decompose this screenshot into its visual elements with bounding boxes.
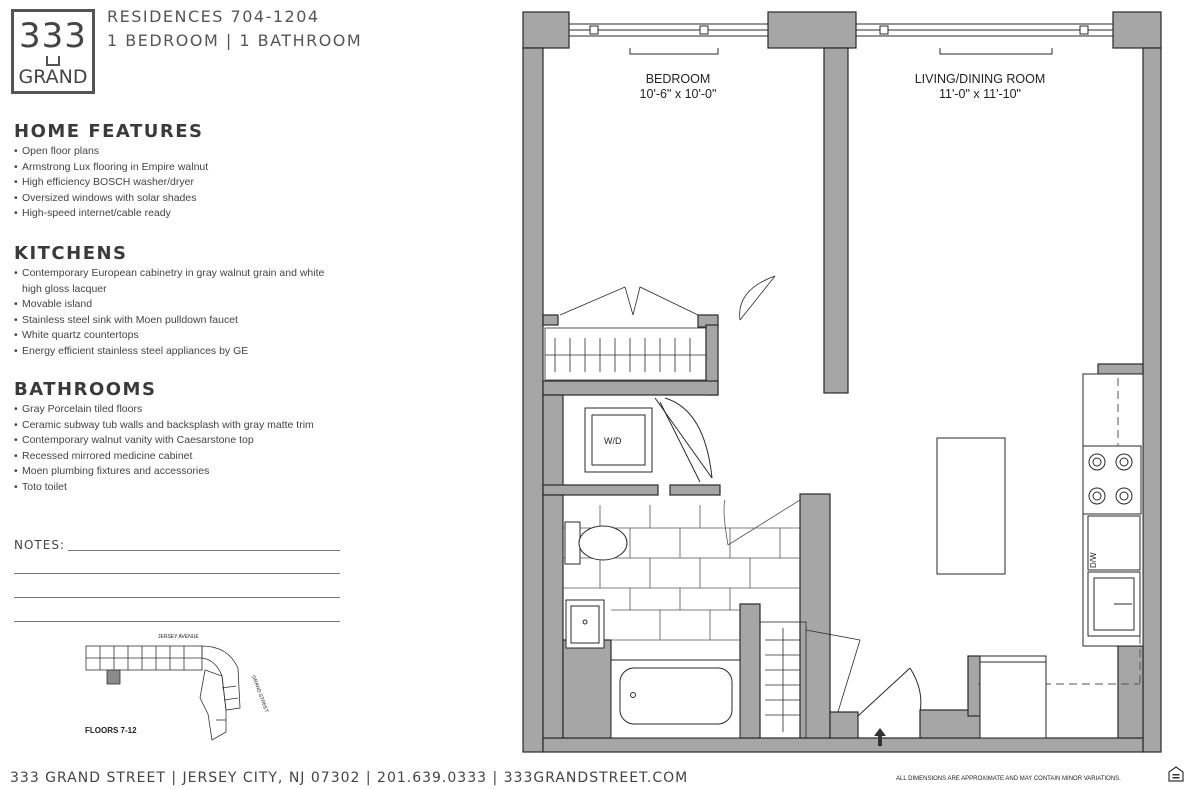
living-room-label [900, 72, 1060, 102]
bedroom-dimensions: 10'-6" x 10'-0" [639, 87, 717, 101]
bedroom-name: BEDROOM [645, 72, 711, 86]
bathroom-item: • Ceramic subway tub walls and backsplash with gray matte trim [14, 418, 344, 434]
feature-item: • Open floor plans [14, 144, 344, 160]
bathroom-item: • Contemporary walnut vanity with Caesarstone top [14, 433, 344, 449]
home-features-heading: HOME FEATURES [14, 121, 204, 142]
plan-walls [523, 12, 1161, 752]
kitchen-item: • Energy efficient stainless steel appliances by GE [14, 344, 344, 360]
notes-line [14, 621, 340, 622]
notes-line [14, 597, 340, 598]
notes-line [68, 550, 340, 551]
bathroom-item: • Recessed mirrored medicine cabinet [14, 449, 344, 465]
dishwasher-label: D/W [1089, 552, 1098, 568]
vanity-sink [566, 600, 604, 648]
bathroom-item: • Gray Porcelain tiled floors [14, 402, 344, 418]
living-room-dimensions: 11'-0" x 11'-10" [939, 87, 1021, 101]
equal-housing-icon [1168, 766, 1184, 782]
bedroom-label [613, 72, 743, 102]
footer-contact: 333 GRAND STREET | JERSEY CITY, NJ 07302 | 201.639.0333 | 333GRANDSTREET.COM [10, 770, 689, 786]
kitchen-island [937, 438, 1005, 574]
bathtub [611, 660, 740, 738]
bathrooms-section [14, 379, 344, 495]
keyplan-street-top: JERSEY AVENUE [158, 634, 199, 640]
feature-item: • Oversized windows with solar shades [14, 191, 344, 207]
feature-item: • High efficiency BOSCH washer/dryer [14, 175, 344, 191]
kitchen-item: • Movable island [14, 297, 344, 313]
kitchen-counter [1083, 374, 1143, 646]
washer-dryer-label: W/D [604, 436, 622, 446]
bathrooms-heading: BATHROOMS [14, 379, 157, 400]
floor-plan [500, 0, 1200, 770]
kitchen-item: • Stainless steel sink with Moen pulldown faucet [14, 313, 344, 329]
bathroom-item: • Toto toilet [14, 480, 344, 496]
feature-item: • Armstrong Lux flooring in Empire walnut [14, 160, 344, 176]
unit-highlight [107, 670, 120, 684]
logo-word: GRAND [18, 66, 88, 88]
kitchen-item: • White quartz countertops [14, 328, 344, 344]
closet [545, 276, 775, 380]
feature-item: • High-speed internet/cable ready [14, 206, 344, 222]
keyplan-street-right: GRAND STREET [250, 674, 270, 714]
kitchens-section [14, 243, 344, 359]
brand-logo [11, 9, 95, 94]
notes-line [14, 573, 340, 574]
notes-label: NOTES: [14, 538, 65, 552]
entry-door [858, 668, 921, 716]
logo-mark-icon [46, 56, 60, 66]
residence-subtitle: 1 BEDROOM | 1 BATHROOM [107, 31, 363, 50]
home-features-section [14, 121, 344, 222]
bathroom-item: • Moen plumbing fixtures and accessories [14, 464, 344, 480]
kitchens-heading: KITCHENS [14, 243, 128, 264]
living-room-name: LIVING/DINING ROOM [914, 72, 1046, 86]
kitchen-item: • Contemporary European cabinetry in gray walnut grain and white high gloss lacquer [14, 266, 344, 297]
floors-label: FLOORS 7-12 [85, 726, 137, 735]
refrigerator [980, 656, 1046, 738]
logo-number: 333 [19, 16, 87, 56]
residence-title: RESIDENCES 704-1204 [107, 7, 320, 26]
dimensions-disclaimer: ALL DIMENSIONS ARE APPROXIMATE AND MAY CONTAIN MINOR VARIATIONS. [896, 776, 1121, 782]
